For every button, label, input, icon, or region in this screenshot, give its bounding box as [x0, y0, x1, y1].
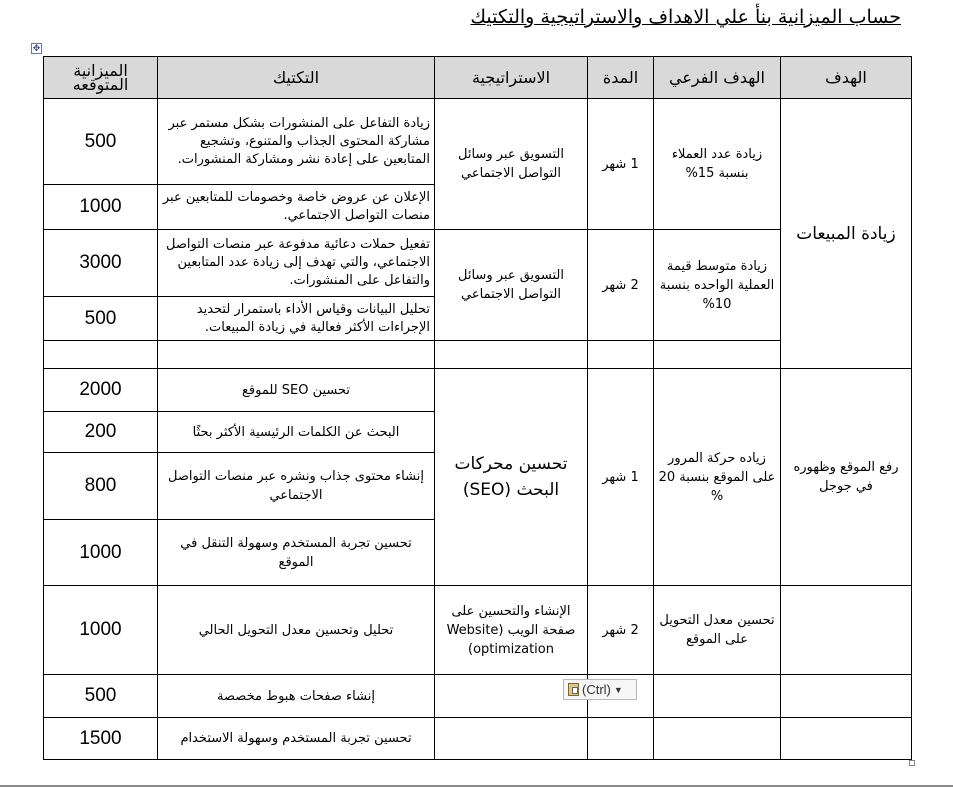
duration-cell[interactable]: 2 شهر [588, 586, 654, 675]
table-resize-handle[interactable] [909, 760, 915, 766]
budget-cell[interactable]: 800 [44, 453, 158, 520]
tactic-cell[interactable]: تحسين تجربة المستخدم وسهولة التنقل في الموقع [158, 520, 435, 586]
tactic-cell[interactable]: إنشاء صفحات هبوط مخصصة [158, 675, 435, 718]
table-row [44, 675, 912, 718]
budget-cell[interactable]: 500 [44, 99, 158, 185]
budget-cell[interactable]: 500 [44, 675, 158, 718]
empty-cell[interactable] [654, 341, 781, 369]
document-title: حساب الميزانية بنأ علي الاهداف والاستراتيجية والتكتيك [470, 6, 901, 28]
empty-cell[interactable] [654, 675, 781, 718]
paste-options-button[interactable] [563, 679, 637, 700]
empty-cell[interactable] [435, 718, 588, 760]
subgoal-cell[interactable]: زيادة عدد العملاء بنسبة 15% [654, 99, 781, 230]
table-row [44, 718, 912, 760]
empty-cell[interactable] [588, 341, 654, 369]
chevron-down-icon: ▼ [613, 684, 623, 695]
header-budget: الميزانية المتوقعه [44, 57, 158, 99]
header-row [44, 57, 912, 99]
page-bottom-divider [0, 785, 953, 787]
duration-cell[interactable]: 1 شهر [588, 99, 654, 230]
tactic-cell[interactable]: تحسين تجربة المستخدم وسهولة الاستخدام [158, 718, 435, 760]
budget-cell[interactable]: 1000 [44, 586, 158, 675]
strategy-cell[interactable]: التسويق عبر وسائل التواصل الاجتماعي [435, 99, 588, 230]
tactic-cell[interactable]: تحليل وتحسين معدل التحويل الحالي [158, 586, 435, 675]
table-row [44, 99, 912, 185]
tactic-cell[interactable]: تحسين SEO للموقع [158, 369, 435, 412]
tactic-cell[interactable]: زيادة التفاعل على المنشورات بشكل مستمر عبر مشاركة المحتوى الجذاب والمتنوع، وتشجيع المتابعين على إعادة نشر ومشاركة المنشورات. [158, 99, 435, 185]
empty-cell[interactable] [781, 586, 912, 675]
subgoal-cell[interactable]: زيادة متوسط قيمة العملية الواحده بنسبة 10% [654, 230, 781, 341]
header-tactic: التكتيك [158, 57, 435, 99]
tactic-cell[interactable]: تفعيل حملات دعائية مدفوعة عبر منصات التواصل الاجتماعي، والتي تهدف إلى زيادة عدد المتابعين والتفاعل على المنشورات. [158, 230, 435, 297]
duration-cell[interactable]: 1 شهر [588, 369, 654, 586]
header-duration: المدة [588, 57, 654, 99]
header-goal: الهدف [781, 57, 912, 99]
empty-cell[interactable] [435, 341, 588, 369]
budget-cell[interactable]: 1500 [44, 718, 158, 760]
strategy-cell[interactable]: التسويق عبر وسائل التواصل الاجتماعي [435, 230, 588, 341]
paste-options-label: (Ctrl) [582, 682, 611, 697]
tactic-cell[interactable]: البحث عن الكلمات الرئيسية الأكثر بحثًا [158, 412, 435, 453]
empty-cell[interactable] [588, 718, 654, 760]
goal-cell[interactable]: زيادة المبيعات [781, 99, 912, 369]
tactic-cell[interactable]: تحليل البيانات وقياس الأداء باستمرار لتحديد الإجراءات الأكثر فعالية في زيادة المبيعات. [158, 297, 435, 341]
tactic-cell[interactable]: إنشاء محتوى جذاب ونشره عبر منصات التواصل الاجتماعي [158, 453, 435, 520]
subgoal-cell[interactable]: زياده حركة المرور على الموقع بنسبة 20 % [654, 369, 781, 586]
tactic-cell[interactable]: الإعلان عن عروض خاصة وخصومات للمتابعين عبر منصات التواصل الاجتماعي. [158, 185, 435, 230]
table-row [44, 369, 912, 412]
budget-cell[interactable]: 2000 [44, 369, 158, 412]
empty-cell[interactable] [654, 718, 781, 760]
duration-cell[interactable]: 2 شهر [588, 230, 654, 341]
empty-cell[interactable] [781, 675, 912, 718]
empty-cell[interactable] [44, 341, 158, 369]
table-move-handle-icon[interactable]: ✥ [32, 44, 41, 54]
budget-cell[interactable]: 1000 [44, 520, 158, 586]
subgoal-cell[interactable]: تحسين معدل التحويل على الموقع [654, 586, 781, 675]
budget-cell[interactable]: 500 [44, 297, 158, 341]
empty-cell[interactable] [158, 341, 435, 369]
header-strategy: الاستراتيجية [435, 57, 588, 99]
budget-cell[interactable]: 3000 [44, 230, 158, 297]
goal-cell[interactable]: رفع الموقع وظهوره في جوجل [781, 369, 912, 586]
strategy-cell[interactable]: الإنشاء والتحسين على صفحة الويب (Website optimization) [435, 586, 588, 675]
budget-plan-table [43, 56, 912, 760]
table-row [44, 586, 912, 675]
strategy-cell[interactable]: تحسين محركات البحث (SEO) [435, 369, 588, 586]
clipboard-icon [568, 683, 579, 696]
budget-cell[interactable]: 1000 [44, 185, 158, 230]
header-subgoal: الهدف الفرعي [654, 57, 781, 99]
budget-cell[interactable]: 200 [44, 412, 158, 453]
empty-cell[interactable] [781, 718, 912, 760]
